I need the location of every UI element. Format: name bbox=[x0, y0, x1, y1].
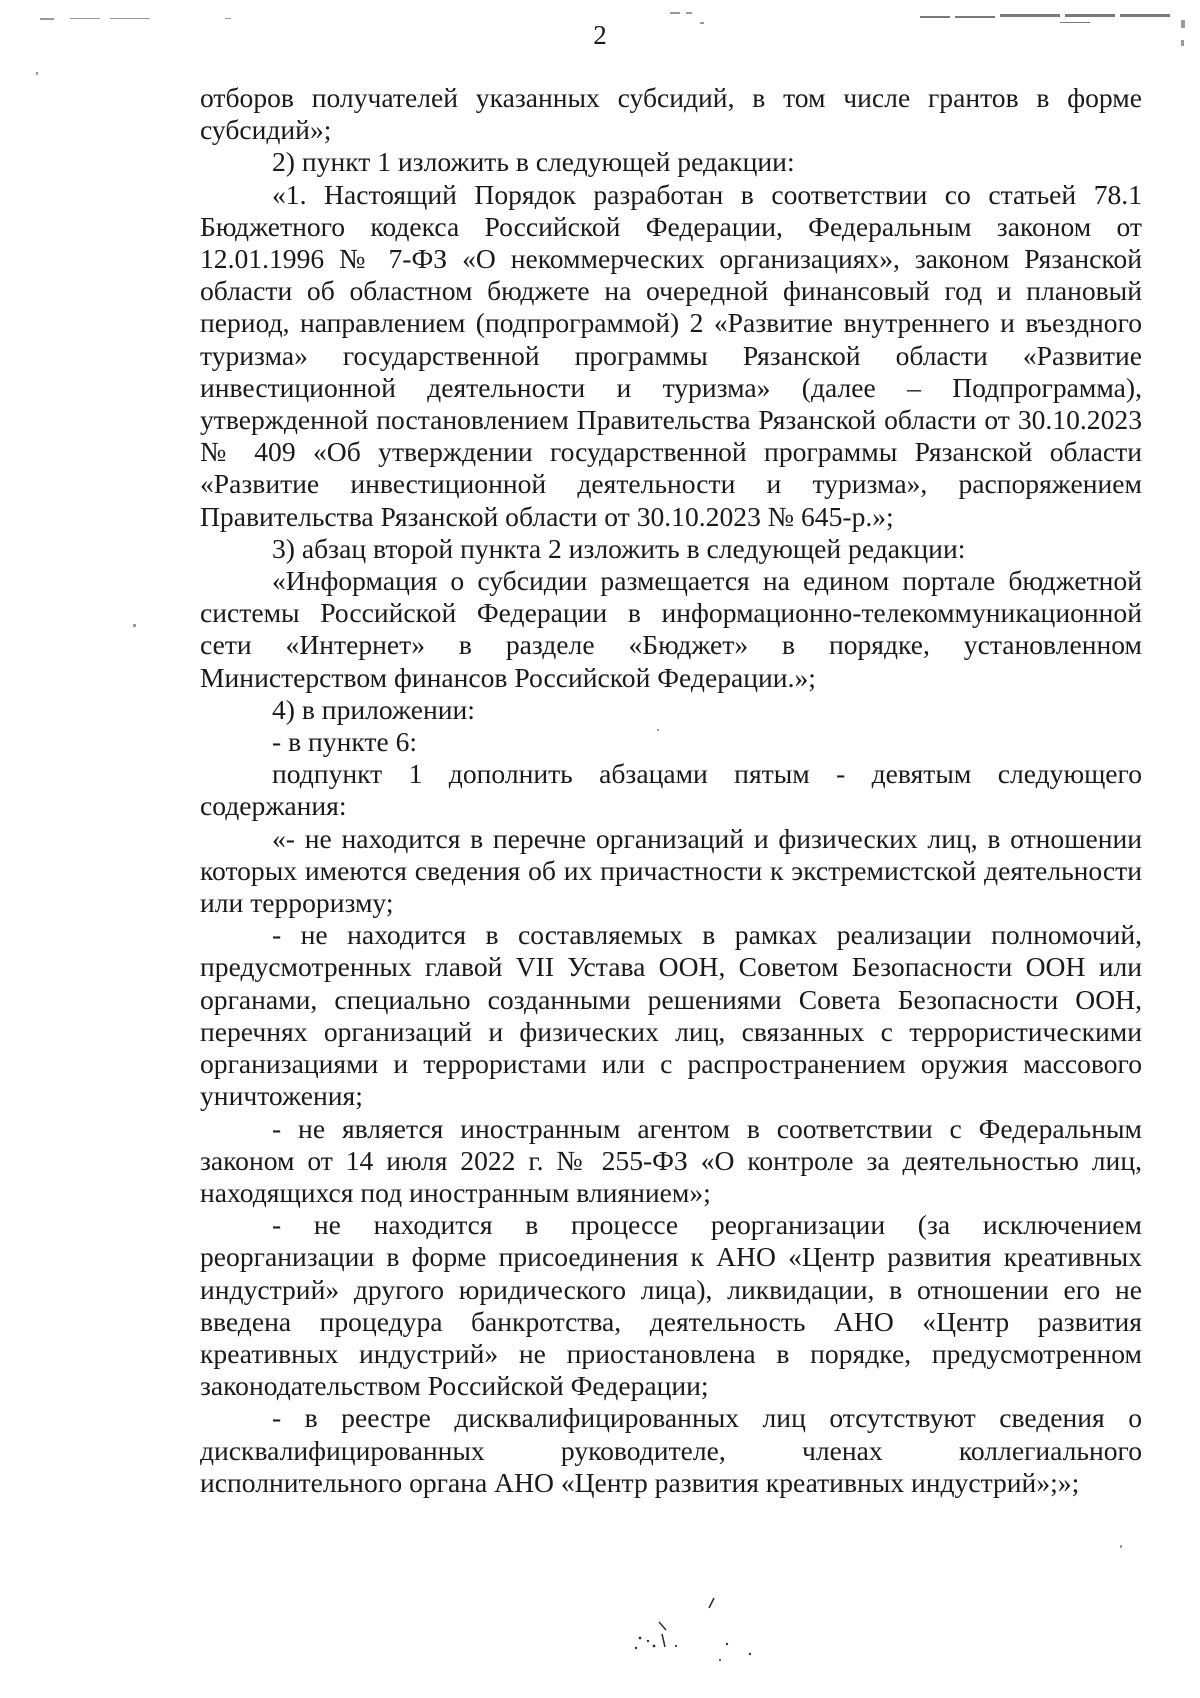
paragraph: - не находится в составляемых в рамках реализации полномочий, предусмотренных главой VII Устава ООН, Советом Безопасности ООН или органами, специально созданными решениями Совета Безопасности ООН, перечнях организаций и физических лиц, связанных с террористическими организациями и террористами или с распространением оружия массового уничтожения; bbox=[200, 919, 1142, 1112]
paragraph: «1. Настоящий Порядок разработан в соответствии со статьей 78.1 Бюджетного кодекса Российской Федерации, Федеральным законом от 12.01.1996 № 7-ФЗ «О некоммерческих организациях», законом Рязанской области об областном бюджете на очередной финансовый год и плановый период, направлением (подпрограммой) 2 «Развитие внутреннего и въездного туризма» государственной программы Рязанской области «Развитие инвестиционной деятельности и туризма» (далее – Подпрограмма), утвержденной постановлением Правительства Рязанской области от 30.10.2023 № 409 «Об утверждении государственной программы Рязанской области «Развитие инвестиционной деятельности и туризма», распоряжением Правительства Рязанской области от 30.10.2023 № 645-р.»; bbox=[200, 178, 1142, 532]
paragraph: «- не находится в перечне организаций и физических лиц, в отношении которых имеются сведения об их причастности к экстремистской деятельности или терроризму; bbox=[200, 822, 1142, 919]
paragraph: отборов получателей указанных субсидий, в том числе грантов в форме субсидий»; bbox=[200, 82, 1142, 146]
paragraph: 2) пункт 1 изложить в следующей редакции: bbox=[272, 146, 795, 178]
paragraph: 3) абзац второй пункта 2 изложить в следующей редакции: bbox=[272, 532, 966, 564]
paragraph: 4) в приложении: bbox=[272, 693, 475, 725]
paragraph: - не является иностранным агентом в соответствии с Федеральным законом от 14 июля 2022 г. № 255-ФЗ «О контроле за деятельностью лиц, находящихся под иностранным влиянием»; bbox=[200, 1112, 1142, 1208]
paragraph: «Информация о субсидии размещается на едином портале бюджетной системы Российской Федерации в информационно-телекоммуникационной сети «Интернет» в разделе «Бюджет» в порядке, установленном Министерством финансов Российской Федерации.»; bbox=[200, 565, 1142, 693]
paragraph: - в пункте 6: bbox=[272, 726, 418, 758]
paragraph: - не находится в процессе реорганизации (за исключением реорганизации в форме присоединения к АНО «Центр развития креативных индустрий» другого юридического лица), ликвидации, в отношении его не введена процедура банкротства, деятельность АНО «Центр развития креативных индустрий» не приостановлена в порядке, предусмотренном законодательством Российской Федерации; bbox=[200, 1209, 1142, 1402]
document-body bbox=[200, 82, 1142, 1499]
page-number: 2 bbox=[593, 20, 607, 50]
paragraph: - в реестре дисквалифицированных лиц отсутствуют сведения о дисквалифицированных руководителе, членах коллегиального исполнительного органа АНО «Центр развития креативных индустрий»;»; bbox=[200, 1402, 1142, 1498]
paragraph: подпункт 1 дополнить абзацами пятым - девятым следующего содержания: bbox=[200, 758, 1142, 822]
